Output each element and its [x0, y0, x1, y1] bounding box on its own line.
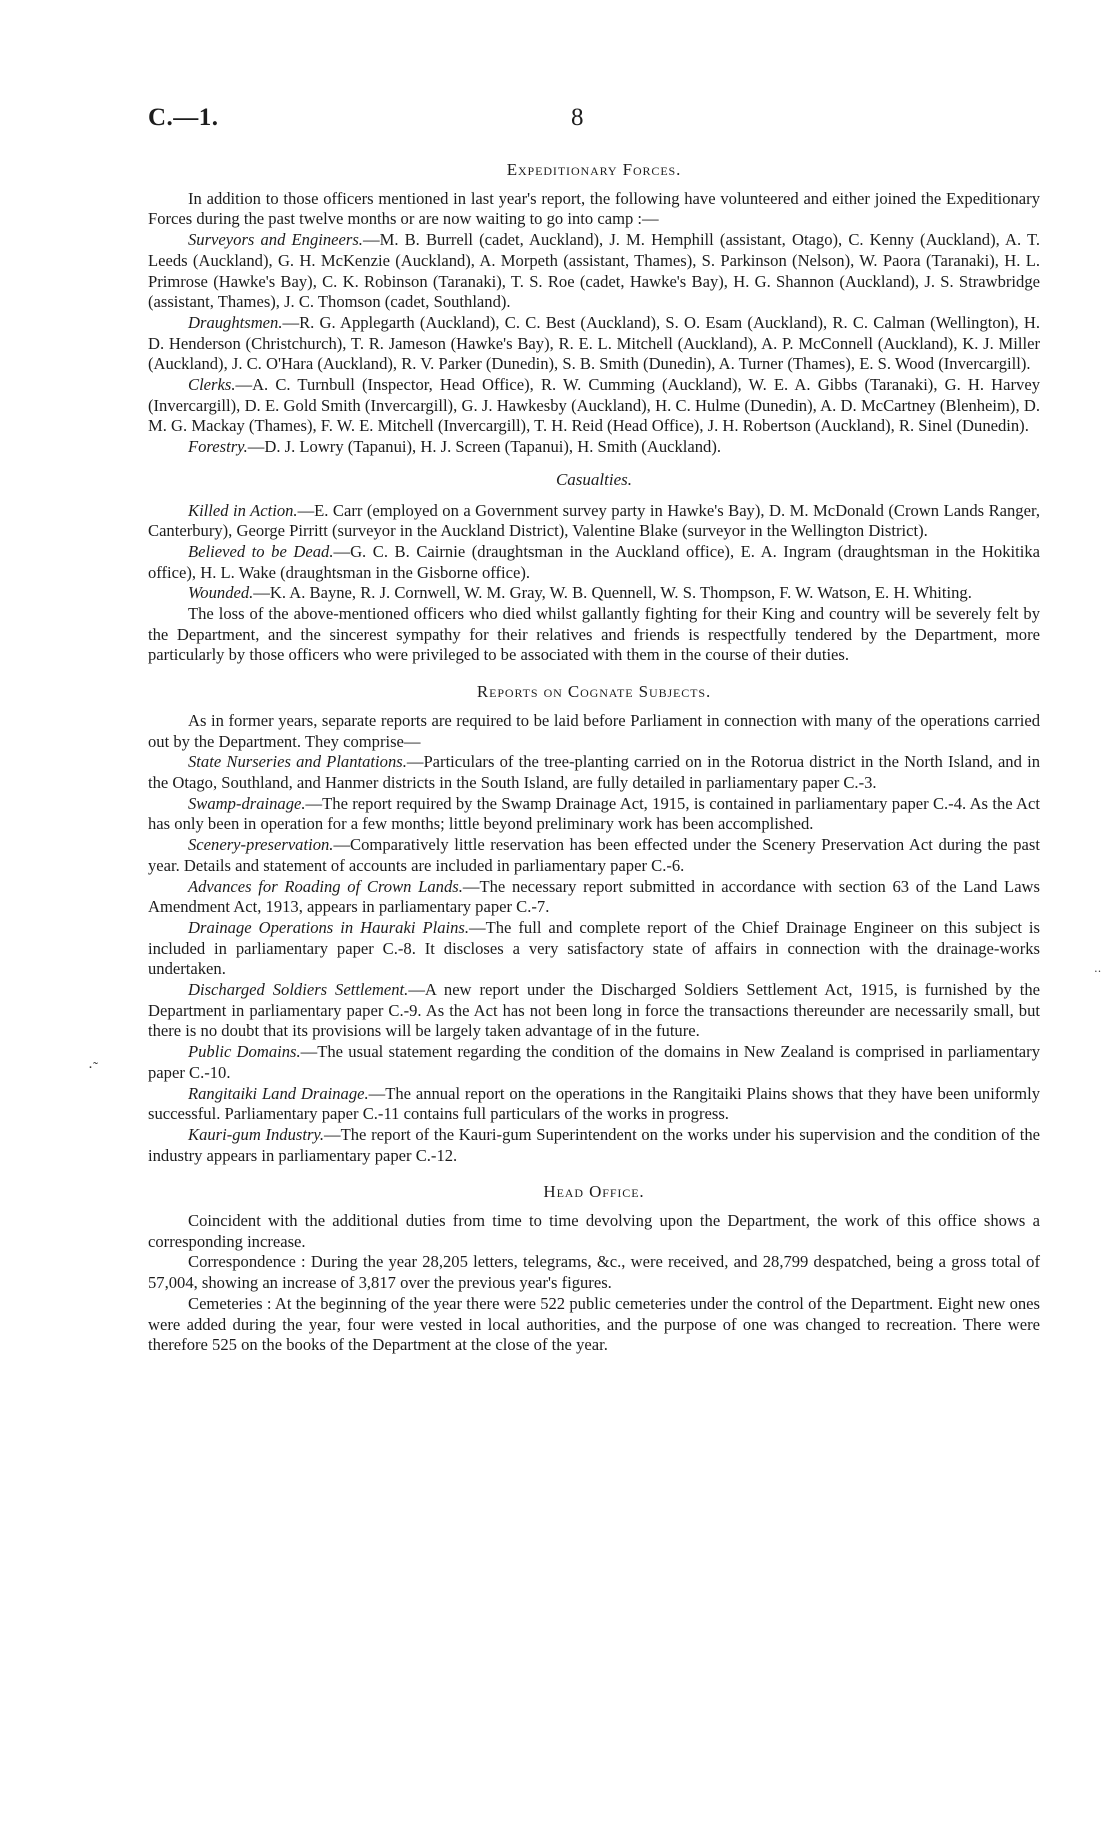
group-text: —E. Carr (employed on a Government survey party in Hawke's Bay), D. M. McDonald (Crown Lands Ranger, Canterbury), George Pirritt (surveyor in the Auckland District), Valentine Blake (surveyor in the Wellington District). — [148, 500, 1040, 541]
report-item — [148, 835, 1040, 876]
report-item — [148, 1084, 1040, 1125]
group-text: —M. B. Burrell (cadet, Auckland), J. M. Hemphill (assistant, Otago), C. Kenny (Auckland), A. T. Leeds (Auckland), G. H. McKenzie (Auckland), A. Morpeth (assistant, Thames), S. Parkinson (Nelson), W. Paora (Taranaki), H. L. Primrose (Hawke's Bay), C. K. Robinson (Taranaki), T. S. Roe (cadet, Hawke's Bay), H. G. Shannon (Auckland), J. S. Strawbridge (assistant, Thames), J. C. Thomson (cadet, Southland). — [148, 230, 1041, 312]
report-text: —The report of the Kauri-gum Superintendent on the works under his supervision and the condition of the industry appears in parliamentary paper C.-12. — [148, 1124, 1040, 1165]
group-text: —K. A. Bayne, R. J. Cornwell, W. M. Gray, W. B. Quennell, W. S. Thompson, F. W. Watson, E. H. Whiting. — [253, 583, 972, 603]
print-speck: ·˜ — [88, 1060, 98, 1076]
report-item — [148, 1125, 1040, 1166]
document-reference: C.—1. — [148, 104, 219, 131]
volunteer-group — [148, 230, 1040, 313]
report-label: Public Domains. — [188, 1042, 301, 1062]
head-office-paragraph: Cemeteries : At the beginning of the year there were 522 public cemeteries under the control of the Department. Eight new ones were added during the year, four were vested in local authorities, and the purpose of one was changed to recreation. There were therefore 525 on the books of the Department at the close of the year. — [148, 1293, 1040, 1355]
page-number: 8 — [571, 104, 584, 131]
section-gap — [148, 666, 1040, 682]
report-text: —The report required by the Swamp Drainage Act, 1915, is contained in parliamentary paper C.-4. As the Act has only been in operation for a few months; little beyond preliminary work has been accomplished. — [148, 793, 1040, 834]
head-office-paragraph: Correspondence : During the year 28,205 letters, telegrams, &c., were received, and 28,799 despatched, being a gross total of 57,004, showing an increase of 3,817 over the previous year's figures. — [148, 1252, 1040, 1293]
report-label: Drainage Operations in Hauraki Plains. — [188, 917, 470, 937]
group-label: Clerks. — [188, 375, 236, 395]
report-item — [148, 980, 1040, 1042]
group-label: Wounded. — [188, 583, 254, 603]
report-text: —The necessary report submitted in accordance with section 63 of the Land Laws Amendment Act, 1913, appears in parliamentary paper C.-7. — [148, 876, 1041, 917]
report-item — [148, 1042, 1040, 1083]
casualties-heading: Casualties. — [555, 469, 633, 489]
report-text: —The full and complete report of the Chief Drainage Engineer on this subject is included in parliamentary paper C.-8. It discloses a very satisfactory state of affairs in connection with the drainage-works undertaken. — [148, 917, 1040, 979]
report-label: State Nurseries and Plantations. — [188, 752, 407, 772]
casualty-group — [148, 501, 1040, 542]
margin-mark: ‥ — [1094, 963, 1102, 975]
group-label: Surveyors and Engineers. — [188, 230, 363, 250]
report-item — [148, 877, 1040, 918]
report-text: —The usual statement regarding the condition of the domains in New Zealand is comprised in parliamentary paper C.-10. — [148, 1042, 1040, 1082]
section-gap — [148, 1166, 1040, 1182]
group-text: —A. C. Turnbull (Inspector, Head Office), R. W. Cumming (Auckland), W. E. A. Gibbs (Taranaki), G. H. Harvey (Invercargill), D. E. Gold Smith (Invercargill), G. J. Hawkesby (Auckland), H. C. Hulme (Dunedin), A. D. McCartney (Blenheim), D. M. G. Mackay (Thames), F. W. E. Mitchell (Invercargill), T. H. Reid (Head Office), J. H. Robertson (Auckland), R. Sinel (Dunedin). — [148, 375, 1040, 436]
report-text: —Comparatively little reservation has been effected under the Scenery Preservation Act during the past year. Details and statement of accounts are included in parliamentary paper C.-6. — [148, 835, 1040, 875]
group-text: —R. G. Applegarth (Auckland), C. C. Best (Auckland), S. O. Esam (Auckland), R. C. Calman (Wellington), H. D. Henderson (Christchurch), T. R. Jameson (Hawke's Bay), R. E. L. Mitchell (Auckland), A. P. McConnell (Auckland), K. J. Miller (Auckland), J. C. O'Hara (Auckland), R. V. Parker (Dunedin), S. B. Smith (Dunedin), A. Turner (Thames), E. S. Wood (Invercargill). — [148, 312, 1040, 374]
casualty-group — [148, 542, 1040, 583]
report-label: Rangitaiki Land Drainage. — [188, 1083, 369, 1103]
casualty-group — [148, 583, 1040, 604]
expeditionary-heading: Expeditionary Forces. — [506, 160, 682, 179]
report-text: —A new report under the Discharged Soldiers Settlement Act, 1915, is furnished by the Department in parliamentary paper C.-9. As the Act has not been long in force the transactions thereunder are necessarily small, but there is no doubt that its provisions will be largely taken advantage of in the future. — [148, 980, 1041, 1041]
group-label: Killed in Action. — [188, 500, 298, 520]
report-item — [148, 794, 1040, 835]
group-label: Forestry. — [188, 437, 248, 457]
report-text: —The annual report on the operations in the Rangitaiki Plains shows that they have been uniformly successful. Parliamentary paper C.-11 contains full particulars of the works in progress. — [148, 1083, 1040, 1124]
report-text: —Particulars of the tree-planting carried on in the Rotorua district in the North Island, and in the Otago, Southland, and Hanmer districts in the South Island, are fully detailed in parliamentary paper C.-3. — [148, 752, 1040, 792]
document-body — [148, 160, 1040, 1356]
group-label: Draughtsmen. — [188, 312, 283, 332]
report-item — [148, 752, 1040, 793]
report-label: Scenery-preservation. — [188, 835, 334, 855]
report-label: Discharged Soldiers Settlement. — [188, 980, 409, 1000]
expeditionary-intro: In addition to those officers mentioned in last year's report, the following have volunteered and either joined the Expeditionary Forces during the past twelve months or are now waiting to go into camp :— — [148, 188, 1040, 229]
group-text: —D. J. Lowry (Tapanui), H. J. Screen (Tapanui), H. Smith (Auckland). — [247, 437, 722, 457]
head-office-heading: Head Office. — [543, 1182, 645, 1202]
volunteer-group — [148, 313, 1040, 375]
reports-heading: Reports on Cognate Subjects. — [476, 682, 712, 702]
report-label: Kauri-gum Industry. — [188, 1124, 325, 1144]
casualties-closing: The loss of the above-mentioned officers who died whilst gallantly fighting for their King and country will be severely felt by the Department, and the sincerest sympathy for their relatives and friends is respectfully tendered by the Department, more particularly by those officers who were privileged to be associated with them in the course of their duties. — [148, 604, 1040, 665]
group-text: —G. C. B. Cairnie (draughtsman in the Auckland office), E. A. Ingram (draughtsman in the Hokitika office), H. L. Wake (draughtsman in the Gisborne office). — [148, 541, 1040, 582]
reports-intro: As in former years, separate reports are required to be laid before Parliament in connection with many of the operations carried out by the Department. They comprise— — [148, 710, 1040, 751]
report-label: Advances for Roading of Crown Lands. — [188, 876, 463, 896]
report-item — [148, 918, 1040, 980]
head-office-paragraph: Coincident with the additional duties from time to time devolving upon the Department, the work of this office shows a corresponding increase. — [148, 1211, 1040, 1251]
volunteer-group — [148, 437, 1040, 458]
group-label: Believed to be Dead. — [188, 541, 334, 561]
report-label: Swamp-drainage. — [188, 793, 306, 813]
volunteer-group — [148, 375, 1040, 437]
